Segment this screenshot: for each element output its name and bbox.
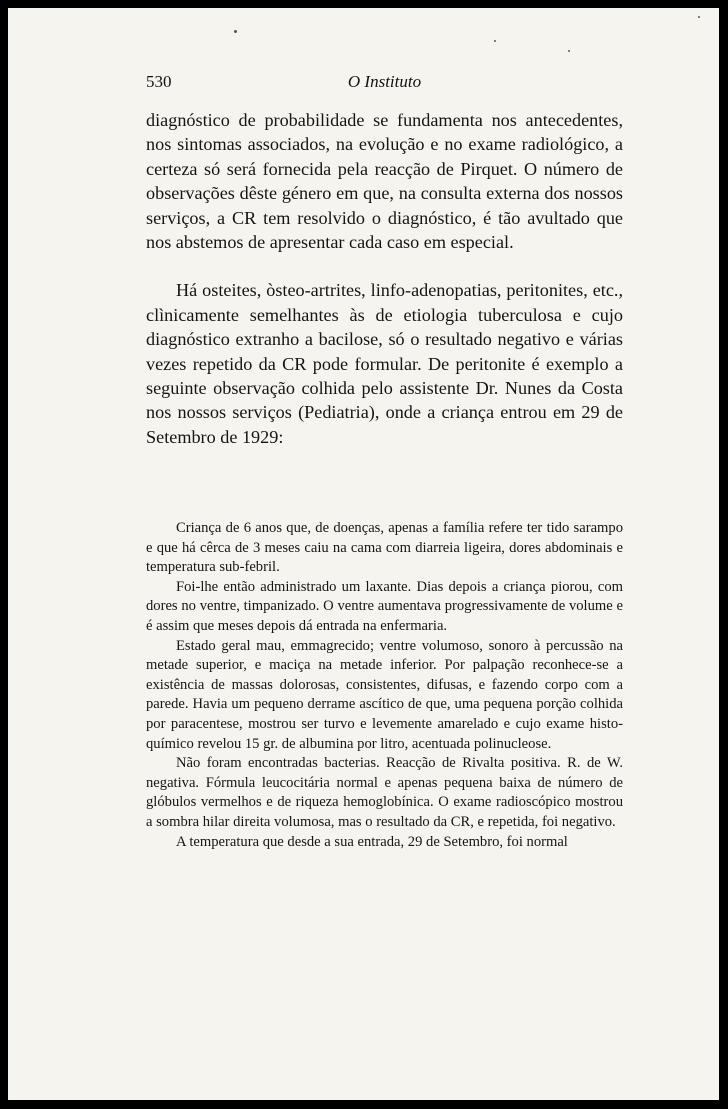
case-paragraph: A temperatura que desde a sua entrada, 29 de Setembro, foi normal [176,833,568,850]
case-report [146,519,623,852]
dust-speck [234,30,237,33]
running-title: O Instituto [347,72,422,91]
main-paragraph: diagnóstico de probabilidade se fundamenta nos antecedentes, nos sintomas associados, na evolução e no exame radiológico, a certeza só será fornecida pela reacção de Pirquet. O número de observações dêste género em que, na consulta externa dos nossos serviços, a CR tem resolvido o diagnóstico, é tão avultado que nos abstemos de apresentar cada caso em especial. [146,110,623,253]
case-paragraph: Estado geral mau, emmagrecido; ventre volumoso, sonoro à percussão na metade superior, e maciça na metade inferior. Por palpação reconhece-se a existência de massas dolorosas, consistentes, difusas, e fazendo corpo com a parede. Havia um pequeno derrame ascítico de que, uma pequena porção colhida por paracentese, mostrou ser turvo e levemente amarelado e cujo exame histo-químico revelou 15 gr. de albumina por litro, acentuada polinucleose. [146,637,623,752]
page-header [146,72,623,94]
case-paragraph: Criança de 6 anos que, de doenças, apenas a família refere ter tido sarampo e que há cêrca de 3 meses caiu na cama com diarreia ligeira, dores abdominais e temperatura sub-febril. [146,520,623,576]
main-paragraph: Há osteites, òsteo-artrites, linfo-adenopatias, peritonites, etc., clìnicamente semelhantes às de etiologia tuberculosa e cujo diagnóstico extranho a bacilose, só o resultado negativo e várias vezes repetido da CR pode formular. De peritonite é exemplo a seguinte observação colhida pelo assistente Dr. Nunes da Costa nos nossos serviços (Pediatria), onde a criança entrou em 29 de Setembro de 1929: [146,280,623,447]
main-text [146,108,623,449]
book-page [8,8,719,1100]
dust-speck [698,16,700,18]
case-paragraph: Foi-lhe então administrado um laxante. Dias depois a criança piorou, com dores no ventre, timpanizado. O ventre aumentava progressivamente de volume e é assim que meses depois dá entrada na enfermaria. [146,578,623,634]
dust-speck [568,50,570,52]
page-number: 530 [146,72,172,91]
dust-speck [494,40,496,42]
case-paragraph: Não foram encontradas bacterias. Reacção de Rivalta positiva. R. de W. negativa. Fórmula leucocitária normal e apenas pequena baixa de número de glóbulos vermelhos e de riqueza hemoglobínica. O exame radioscópico mostrou a sombra hilar direita volumosa, mas o resultado da CR, e repetida, foi negativo. [146,755,623,830]
